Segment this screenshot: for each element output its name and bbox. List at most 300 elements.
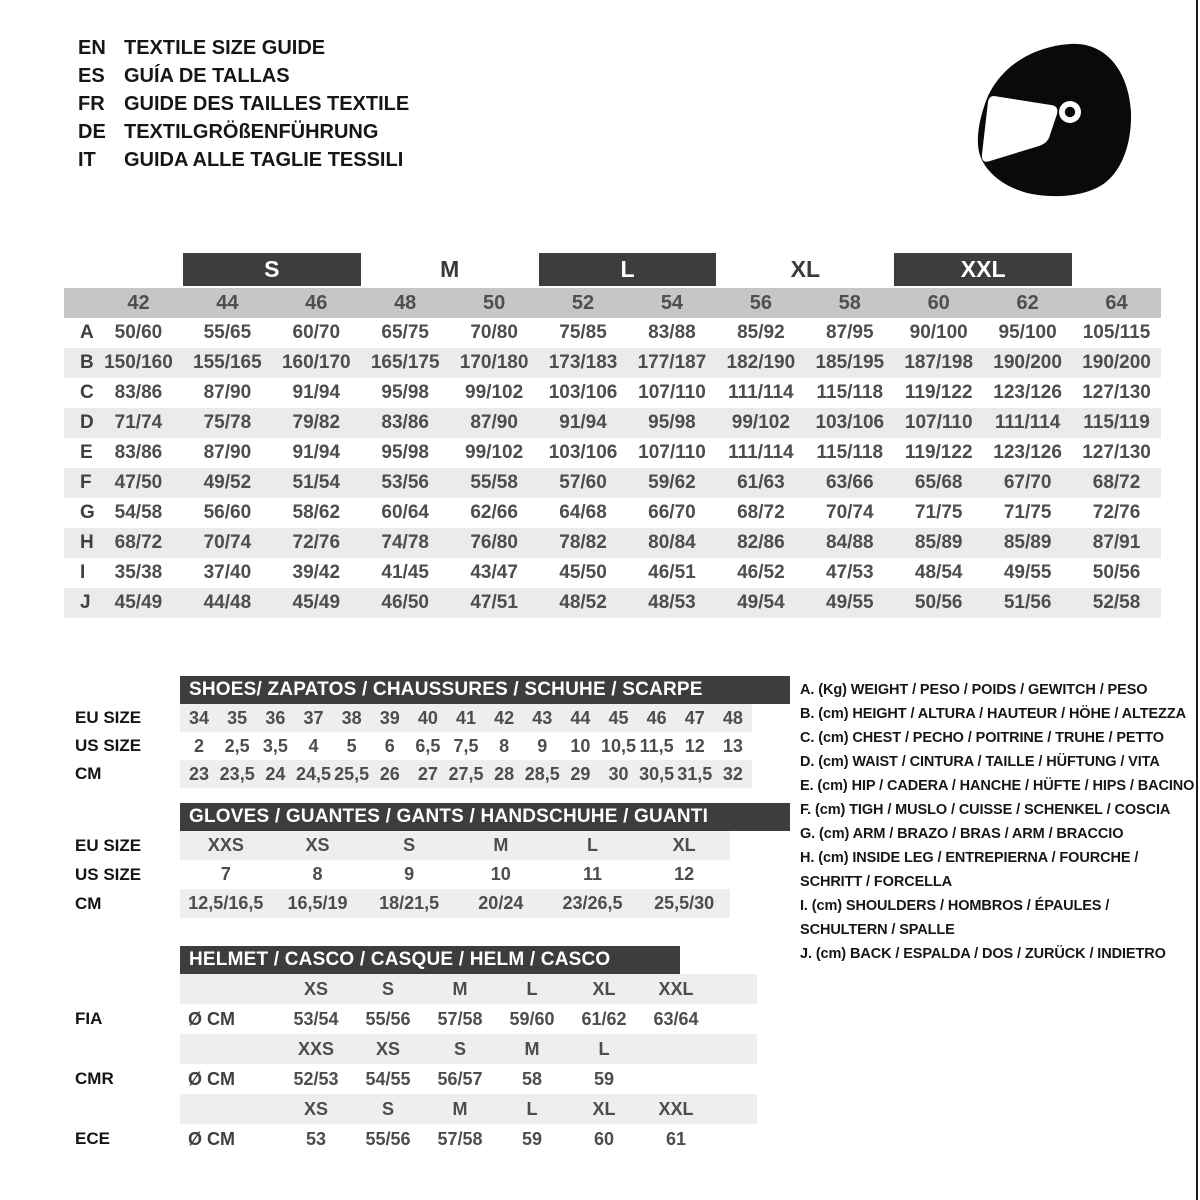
guide-title: TEXTILGRÖßENFÜHRUNG (124, 120, 379, 143)
size-cell: 27 (417, 763, 438, 784)
helmet-size-label: M (452, 1098, 468, 1119)
size-value-cell: 62/66 (470, 502, 518, 523)
size-cell: M (493, 835, 509, 855)
size-cell: 26 (379, 763, 400, 784)
helmet-size-table (75, 946, 790, 1154)
size-cell: 11 (582, 864, 602, 884)
cells-band (180, 1124, 757, 1154)
helmet-size-value: 59 (593, 1068, 615, 1089)
size-value-cell: 95/98 (381, 442, 429, 463)
size-cell: 30,5 (639, 763, 675, 784)
legend-item: H. (cm) INSIDE LEG / ENTREPIERNA / FOURCHE / SCHRITT / FORCELLA (800, 850, 1139, 890)
size-column-header: 52 (571, 291, 595, 314)
size-value-cell: 68/72 (1092, 472, 1141, 493)
size-value-cell: 55/65 (203, 322, 252, 343)
size-column-header: 58 (838, 291, 861, 314)
language-row (78, 34, 409, 62)
size-value-cell: 103/106 (815, 412, 885, 433)
helmet-size-value: 55/56 (365, 1008, 411, 1029)
legend-item: D. (cm) WAIST / CINTURA / TAILLE / HÜFTUNG / VITA (800, 754, 1160, 770)
size-value-cell: 107/110 (638, 382, 706, 403)
size-value-cell: 87/91 (1092, 532, 1141, 553)
size-value-cell: 39/42 (292, 562, 341, 583)
size-value-cell: 190/200 (993, 352, 1062, 373)
legend-item: I. (cm) SHOULDERS / HOMBROS / ÉPAULES / SCHULTERN / SPALLE (800, 898, 1110, 938)
size-value-cell: 85/92 (737, 322, 785, 343)
size-cell: 35 (227, 707, 248, 728)
cells-band (180, 732, 752, 760)
size-value-cell: 45/49 (292, 592, 341, 613)
page-right-border (1196, 0, 1198, 1200)
size-value-cell: 119/122 (904, 442, 973, 463)
language-title-list (78, 34, 409, 174)
size-value-cell: 82/86 (737, 532, 785, 553)
size-header-xl: XL (790, 256, 821, 282)
size-cell: 10,5 (601, 735, 637, 756)
size-value-cell: 55/58 (470, 472, 518, 493)
measurement-row (64, 318, 1161, 348)
helmet-icon (973, 40, 1141, 198)
size-value-cell: 76/80 (470, 532, 518, 553)
size-value-cell: 50/56 (914, 592, 963, 613)
size-value-cell: 49/55 (826, 592, 874, 613)
guide-title: TEXTILE SIZE GUIDE (124, 36, 326, 59)
language-code: IT (78, 148, 96, 171)
cells-band (180, 974, 757, 1004)
size-column-header: 44 (216, 291, 239, 314)
size-cell: 11,5 (639, 735, 674, 756)
row-label: A (80, 322, 94, 343)
measurement-row (64, 588, 1161, 618)
size-cell: 43 (532, 707, 553, 728)
language-code: DE (78, 120, 106, 143)
row-label: C (80, 382, 94, 403)
row-label: I (80, 562, 86, 583)
size-value-cell: 95/100 (998, 322, 1057, 343)
size-value-cell: 56/60 (203, 502, 252, 523)
size-value-cell: 48/52 (559, 592, 607, 613)
size-value-cell: 44/48 (203, 592, 252, 613)
helmet-size-value: 56/57 (437, 1068, 483, 1089)
gloves-table-title: GLOVES / GUANTES / GANTS / HANDSCHUHE / GUANTI (180, 803, 790, 831)
row-label: B (80, 352, 94, 373)
guide-title: GUÍA DE TALLAS (124, 64, 290, 87)
size-value-cell: 87/90 (470, 412, 518, 433)
measurement-row (64, 528, 1161, 558)
size-value-cell: 60/64 (381, 502, 429, 523)
size-value-cell: 50/60 (114, 322, 163, 343)
standard-label: CMR (75, 1069, 114, 1088)
size-value-cell: 66/70 (648, 502, 696, 523)
size-value-cell: 75/85 (559, 322, 607, 343)
size-value-cell: 95/98 (648, 412, 696, 433)
helmet-size-label: XL (592, 1098, 616, 1119)
helmet-size-label: L (526, 978, 538, 999)
size-cell: 20/24 (478, 893, 524, 913)
language-code: FR (78, 92, 105, 115)
size-value-cell: 71/74 (114, 412, 163, 433)
size-value-cell: 57/60 (559, 472, 607, 493)
table-row (75, 831, 790, 860)
helmet-size-label: L (598, 1038, 610, 1059)
row-label: G (80, 502, 95, 523)
row-label: E (80, 442, 93, 463)
language-row (78, 62, 409, 90)
size-value-cell: 48/53 (648, 592, 696, 613)
size-value-cell: 182/190 (726, 352, 796, 373)
size-value-cell: 70/74 (203, 532, 252, 553)
size-value-cell: 190/200 (1082, 352, 1151, 373)
size-cell: 12 (684, 735, 705, 756)
helmet-size-label: XS (303, 1098, 328, 1119)
helmet-size-label: XXS (297, 1038, 335, 1059)
size-value-cell: 91/94 (292, 442, 341, 463)
measurement-row (64, 378, 1161, 408)
cells-band (180, 1034, 757, 1064)
size-cell: L (586, 835, 598, 855)
diameter-unit-label: Ø CM (188, 1068, 235, 1089)
size-cell: 27,5 (448, 763, 484, 784)
accessory-tables (75, 676, 790, 1154)
size-value-cell: 46/50 (381, 592, 429, 613)
size-value-cell: 35/38 (114, 562, 163, 583)
cells-band (180, 831, 730, 860)
size-value-cell: 51/54 (292, 472, 341, 493)
size-cell: 25,5/30 (654, 893, 715, 913)
size-cell: 10 (490, 864, 511, 884)
row-header-label: CM (75, 893, 102, 913)
size-value-cell: 63/66 (826, 472, 874, 493)
helmet-sizes-row (75, 974, 790, 1004)
size-value-cell: 83/86 (114, 442, 163, 463)
measurement-row (64, 438, 1161, 468)
size-value-cell: 52/58 (1092, 592, 1141, 613)
size-cell: 3,5 (262, 735, 288, 756)
diameter-unit-label: Ø CM (188, 1128, 235, 1149)
size-cell: 47 (684, 707, 705, 728)
size-column-header: 60 (927, 291, 950, 314)
size-column-header: 50 (482, 291, 506, 314)
size-cell: 7,5 (453, 735, 479, 756)
size-value-cell: 127/130 (1082, 382, 1151, 403)
measurement-row (64, 408, 1161, 438)
size-value-cell: 48/54 (914, 562, 963, 583)
size-cell: 23,5 (219, 763, 255, 784)
size-value-cell: 105/115 (1082, 322, 1151, 343)
table-row (75, 860, 790, 889)
language-row (78, 146, 409, 174)
size-cell: 8 (312, 864, 323, 884)
size-value-cell: 99/102 (731, 412, 790, 433)
helmet-size-label: S (453, 1038, 466, 1059)
size-cell: 28,5 (524, 763, 560, 784)
size-value-cell: 51/56 (1003, 592, 1052, 613)
size-value-cell: 115/118 (816, 442, 884, 463)
size-value-cell: 47/51 (470, 592, 518, 613)
helmet-size-value: 59/60 (509, 1008, 555, 1029)
size-cell: 37 (303, 707, 324, 728)
size-value-cell: 72/76 (1092, 502, 1141, 523)
measurement-legend (800, 678, 1196, 966)
size-value-cell: 45/49 (114, 592, 163, 613)
size-value-cell: 91/94 (292, 382, 341, 403)
size-column-header: 42 (127, 291, 150, 314)
size-value-cell: 49/52 (203, 472, 252, 493)
helmet-sizes-row (75, 1094, 790, 1124)
measurement-row (64, 558, 1161, 588)
row-label: H (80, 532, 94, 553)
size-value-cell: 127/130 (1082, 442, 1151, 463)
cells-band (180, 1064, 757, 1094)
size-cell: 45 (608, 707, 629, 728)
size-value-cell: 165/175 (370, 352, 440, 373)
size-value-cell: 85/89 (914, 532, 963, 553)
table-row (75, 704, 790, 732)
size-header-m: M (440, 256, 460, 282)
language-row (78, 118, 409, 146)
cells-band (180, 1094, 757, 1124)
size-value-cell: 49/54 (737, 592, 785, 613)
helmet-values-row (75, 1004, 790, 1034)
size-value-cell: 61/63 (737, 472, 785, 493)
legend-item: A. (Kg) WEIGHT / PESO / POIDS / GEWITCH / PESO (800, 682, 1148, 698)
size-value-cell: 74/78 (381, 532, 429, 553)
helmet-values-row (75, 1064, 790, 1094)
size-value-cell: 60/70 (292, 322, 341, 343)
guide-title: GUIDE DES TAILLES TEXTILE (124, 92, 410, 115)
size-header-s: S (183, 253, 361, 286)
size-cell: 36 (265, 707, 286, 728)
size-cell: 12 (674, 864, 695, 884)
size-value-cell: 150/160 (104, 352, 173, 373)
row-label: J (80, 592, 91, 613)
numeric-size-row (64, 288, 1161, 318)
size-header-row (64, 253, 1161, 286)
size-value-cell: 83/86 (114, 382, 163, 403)
size-cell: XS (305, 835, 330, 855)
helmet-size-label: L (526, 1098, 538, 1119)
size-value-cell: 65/75 (381, 322, 429, 343)
size-cell: 13 (722, 735, 743, 756)
measurement-row (64, 348, 1161, 378)
helmet-size-value: 55/56 (365, 1128, 411, 1149)
size-value-cell: 83/88 (648, 322, 696, 343)
size-column-header: 64 (1105, 291, 1128, 314)
size-cell: 2,5 (224, 735, 250, 756)
row-label: D (80, 412, 94, 433)
size-column-header: 48 (394, 291, 417, 314)
size-value-cell: 80/84 (648, 532, 696, 553)
size-cell: 2 (194, 735, 205, 756)
size-cell: 41 (455, 707, 476, 728)
size-column-header: 56 (749, 291, 772, 314)
size-column-header: 62 (1016, 291, 1039, 314)
helmet-size-value: 57/58 (437, 1008, 483, 1029)
size-cell: 16,5/19 (287, 893, 348, 913)
size-cell: 8 (499, 735, 510, 756)
shoes-size-table (75, 676, 790, 788)
size-value-cell: 47/53 (826, 562, 874, 583)
language-row (78, 90, 409, 118)
size-value-cell: 155/165 (193, 352, 262, 373)
size-value-cell: 160/170 (281, 352, 351, 373)
size-value-cell: 79/82 (292, 412, 341, 433)
row-header-label: CM (75, 764, 102, 783)
size-cell: 46 (646, 707, 667, 728)
size-header-l: L (539, 253, 717, 286)
helmet-size-value: 54/55 (365, 1068, 411, 1089)
shoes-table-title: SHOES/ ZAPATOS / CHAUSSURES / SCHUHE / SCARPE (180, 676, 790, 704)
size-value-cell: 170/180 (459, 352, 529, 373)
standard-label: FIA (75, 1009, 103, 1028)
cells-band (180, 889, 730, 918)
helmet-size-value: 60 (593, 1128, 615, 1149)
row-header-label: EU SIZE (75, 708, 142, 727)
size-value-cell: 46/52 (737, 562, 785, 583)
helmet-sizes-row (75, 1034, 790, 1064)
size-cell: 38 (341, 707, 362, 728)
size-cell: 44 (570, 707, 591, 728)
size-value-cell: 87/90 (203, 382, 252, 403)
size-cell: XXS (207, 835, 244, 855)
size-value-cell: 50/56 (1092, 562, 1141, 583)
size-column-header: 54 (660, 291, 684, 314)
size-value-cell: 185/195 (815, 352, 885, 373)
measurement-row (64, 468, 1161, 498)
size-value-cell: 43/47 (470, 562, 518, 583)
helmet-size-label: M (524, 1038, 540, 1059)
size-cell: 4 (308, 735, 319, 756)
size-value-cell: 58/62 (292, 502, 341, 523)
gloves-size-table (75, 803, 790, 918)
size-value-cell: 87/90 (203, 442, 252, 463)
size-value-cell: 47/50 (114, 472, 163, 493)
corner-spacer (64, 288, 94, 318)
legend-item: G. (cm) ARM / BRAZO / BRAS / ARM / BRACCIO (800, 826, 1124, 842)
table-row (75, 732, 790, 760)
size-value-cell: 70/80 (470, 322, 518, 343)
size-value-cell: 111/114 (728, 382, 794, 403)
cells-band (180, 760, 752, 788)
size-value-cell: 123/126 (993, 442, 1062, 463)
legend-item: C. (cm) CHEST / PECHO / POITRINE / TRUHE / PETTO (800, 730, 1164, 746)
helmet-size-label: M (452, 978, 468, 999)
size-value-cell: 187/198 (904, 352, 974, 373)
row-header-label: US SIZE (75, 736, 142, 755)
helmet-size-value: 53/54 (293, 1008, 339, 1029)
size-value-cell: 46/51 (648, 562, 696, 583)
size-cell: 40 (417, 707, 438, 728)
size-cell: 23/26,5 (562, 893, 623, 913)
size-cell: 9 (404, 864, 415, 884)
helmet-size-label: XXL (658, 978, 694, 999)
helmet-size-value: 52/53 (293, 1068, 339, 1089)
diameter-unit-label: Ø CM (188, 1008, 235, 1029)
helmet-size-label: XS (375, 1038, 400, 1059)
size-value-cell: 173/183 (548, 352, 618, 373)
size-value-cell: 54/58 (114, 502, 163, 523)
size-value-cell: 119/122 (904, 382, 973, 403)
language-code: ES (78, 64, 105, 87)
table-row (75, 889, 790, 918)
size-cell: S (403, 835, 416, 855)
row-label: F (80, 472, 92, 493)
size-cell: 39 (379, 707, 400, 728)
textile-size-table (64, 253, 1161, 618)
size-value-cell: 70/74 (826, 502, 874, 523)
size-value-cell: 87/95 (826, 322, 874, 343)
helmet-size-label: XL (592, 978, 616, 999)
size-value-cell: 53/56 (381, 472, 429, 493)
size-value-cell: 111/114 (994, 412, 1061, 433)
helmet-size-value: 61/62 (581, 1008, 627, 1029)
helmet-size-value: 63/64 (653, 1008, 699, 1029)
language-code: EN (78, 36, 106, 59)
size-value-cell: 177/187 (637, 352, 707, 373)
size-cell: 30 (608, 763, 629, 784)
size-cell: 24 (265, 763, 286, 784)
size-cell: XL (672, 835, 696, 855)
size-cell: 6 (384, 735, 395, 756)
cells-band (180, 704, 752, 732)
table-row (75, 760, 790, 788)
size-cell: 34 (189, 707, 210, 728)
standard-label: ECE (75, 1129, 110, 1148)
size-cell: 24,5 (295, 763, 331, 784)
size-cell: 23 (189, 763, 210, 784)
helmet-size-label: S (381, 978, 394, 999)
size-cell: 18/21,5 (379, 893, 440, 913)
size-value-cell: 123/126 (993, 382, 1062, 403)
size-value-cell: 78/82 (559, 532, 607, 553)
size-value-cell: 90/100 (909, 322, 968, 343)
size-cell: 12,5/16,5 (188, 893, 264, 913)
cells-band (180, 860, 730, 889)
size-value-cell: 72/76 (292, 532, 341, 553)
size-value-cell: 37/40 (203, 562, 252, 583)
guide-title: GUIDA ALLE TAGLIE TESSILI (124, 148, 404, 171)
row-header-label: US SIZE (75, 864, 142, 884)
size-value-cell: 45/50 (559, 562, 607, 583)
helmet-size-value: 53 (305, 1128, 327, 1149)
legend-item: E. (cm) HIP / CADERA / HANCHE / HÜFTE / HIPS / BACINO (800, 778, 1195, 794)
size-value-cell: 115/118 (816, 382, 884, 403)
size-value-cell: 115/119 (1083, 412, 1150, 433)
size-cell: 5 (346, 735, 357, 756)
size-value-cell: 49/55 (1003, 562, 1052, 583)
size-value-cell: 84/88 (826, 532, 874, 553)
size-value-cell: 75/78 (203, 412, 252, 433)
size-value-cell: 91/94 (559, 412, 607, 433)
size-value-cell: 41/45 (381, 562, 429, 583)
size-cell: 32 (722, 763, 743, 784)
size-value-cell: 71/75 (1003, 502, 1052, 523)
size-cell: 7 (220, 864, 231, 884)
size-cell: 25,5 (334, 763, 370, 784)
legend-item: F. (cm) TIGH / MUSLO / CUISSE / SCHENKEL / COSCIA (800, 802, 1171, 818)
size-value-cell: 64/68 (559, 502, 607, 523)
size-cell: 42 (494, 707, 515, 728)
size-header-xxl: XXL (894, 253, 1072, 286)
size-value-cell: 99/102 (465, 382, 524, 403)
size-cell: 29 (570, 763, 591, 784)
helmet-table-title: HELMET / CASCO / CASQUE / HELM / CASCO (180, 946, 680, 974)
size-value-cell: 103/106 (548, 382, 618, 403)
size-value-cell: 71/75 (914, 502, 963, 523)
size-value-cell: 67/70 (1003, 472, 1052, 493)
measurement-rows (64, 318, 1161, 618)
size-cell: 48 (722, 707, 743, 728)
